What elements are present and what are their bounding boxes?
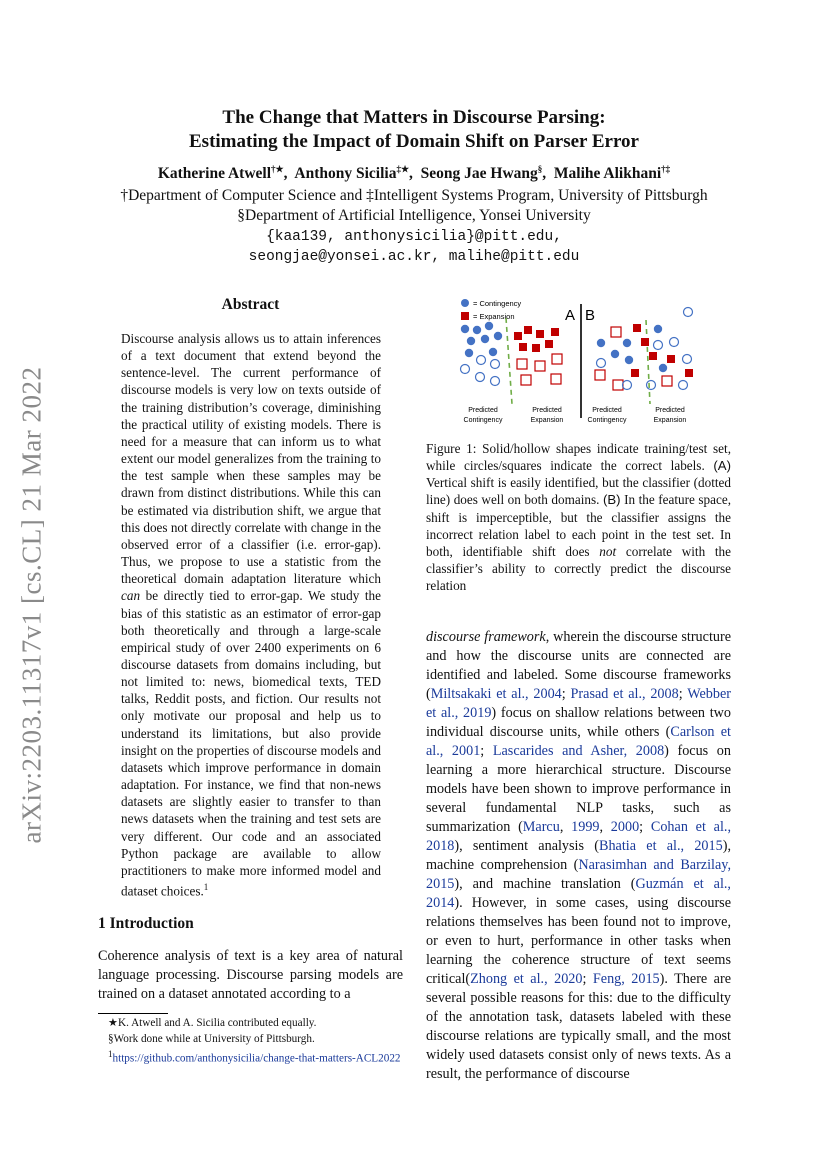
legend-contingency-label: = Contingency xyxy=(473,299,522,308)
abstract-emphasis: can xyxy=(121,588,141,604)
axis-label-predicted: Predicted xyxy=(468,407,498,414)
caption-part: In the feature space, shift is imperceptible, but the classifier assigns the incorrect relation label to each point in the test set. In both, identifiable shift does xyxy=(426,492,731,559)
caption-panel-a-ref: (A) xyxy=(713,458,731,474)
test-expansion-point xyxy=(535,361,545,371)
emails-line-2: seongjae@yonsei.ac.kr, malihe@pitt.edu xyxy=(248,249,580,265)
abstract-heading: Abstract xyxy=(221,296,280,313)
test-expansion-point xyxy=(662,376,672,386)
test-expansion-point xyxy=(613,380,623,390)
citation-link[interactable]: Cohan et al., 2018 xyxy=(426,819,731,854)
citation-link[interactable]: Narasimhan and Barzilay, 2015 xyxy=(426,857,731,892)
arxiv-identifier: arXiv:2203.11317v1 [cs.CL] 21 Mar 2022 xyxy=(16,366,47,844)
caption-part: correlate with the classifier’s ability to correctly predict the discourse relation xyxy=(426,543,731,594)
train-expansion-point xyxy=(536,330,544,338)
train-contingency-point xyxy=(611,350,619,358)
footnote-divider xyxy=(98,1013,168,1014)
citation-link[interactable]: 2000 xyxy=(610,819,640,835)
test-contingency-point xyxy=(670,338,679,347)
citation-link[interactable]: Feng, 2015 xyxy=(592,971,660,987)
train-contingency-point xyxy=(597,339,605,347)
train-contingency-point xyxy=(473,326,481,334)
train-expansion-point xyxy=(514,332,522,340)
author-marks: †‡ xyxy=(661,164,671,174)
author-marks: § xyxy=(537,164,543,174)
train-contingency-point xyxy=(489,348,497,356)
panel-b xyxy=(588,308,693,425)
affiliation-yonsei: §Department of Artificial Intelligence, Yonsei University xyxy=(237,207,591,224)
train-contingency-point xyxy=(481,335,489,343)
title-line-1: The Change that Matters in Discourse Parsing: xyxy=(222,107,606,128)
train-expansion-point xyxy=(631,369,639,377)
body-text: ). However, in some cases, using discourse relations themselves has been found not to improve, or even to hurt, performance in other tasks when learning the coherence structure of text seems critical( xyxy=(426,895,731,987)
axis-label-predicted: Predicted xyxy=(655,407,685,414)
train-contingency-point xyxy=(625,356,633,364)
figure-1 xyxy=(455,296,715,428)
body-text: , wherein the discourse structure and how the discourse units are connected are identified and labeled. Some discourse frameworks ( xyxy=(426,629,732,702)
train-expansion-point xyxy=(685,369,693,377)
author-marks: †★ xyxy=(271,164,284,174)
body-text: ) focus on shallow relations between two individual discourse units, while others ( xyxy=(426,705,731,740)
abstract-part-2: be directly tied to error-gap. We study the bias of this statistic as an estimator of error-gap both theoretically and through a large-scale empirical study of over 2400 experiments on 6 discourse datasets from domains including, but not limited to: news, biomedical texts, TED talks, Reddit posts, and fiction. Our results not only motivate our proposal and help us to understand its limitations, but also provide insight on the properties of discourse models and datasets which improve performance in domain adaptation. For instance, we find that non-news datasets are slightly easier to transfer to than news datasets when the training and test sets are very different. Our code and an associated Python package are available to allow practitioners to make more informed model and dataset choices. xyxy=(121,588,381,899)
author-name: Katherine Atwell xyxy=(157,165,272,183)
train-contingency-point xyxy=(461,325,469,333)
citation-link[interactable]: Bhatia et al., 2015 xyxy=(598,838,723,854)
body-text: ), and machine translation ( xyxy=(454,876,636,892)
test-contingency-point xyxy=(654,341,663,350)
test-contingency-point xyxy=(491,360,500,369)
axis-label-contingency: Contingency xyxy=(463,417,503,424)
citation-link[interactable]: Lascarides and Asher, 2008 xyxy=(492,743,665,759)
classifier-boundary-b xyxy=(646,320,650,404)
body-text: ), machine comprehension ( xyxy=(426,838,731,873)
test-contingency-point xyxy=(597,359,606,368)
test-expansion-point xyxy=(611,327,621,337)
train-expansion-point xyxy=(667,355,675,363)
body-text: ), sentiment analysis ( xyxy=(454,838,599,854)
caption-panel-b-ref: (B) xyxy=(602,492,621,508)
test-contingency-point xyxy=(683,355,692,364)
axis-label-predicted: Predicted xyxy=(592,407,622,414)
citation-link[interactable]: Miltsakaki et al., 2004 xyxy=(430,686,562,702)
train-expansion-point xyxy=(633,324,641,332)
train-contingency-point xyxy=(659,364,667,372)
axis-label-contingency: Contingency xyxy=(587,417,627,424)
author-list: Katherine Atwell†★, Anthony Sicilia‡★, Seong Jae Hwang§, Malihe Alikhani†‡ xyxy=(157,164,671,183)
body-text: ). There are several possible reasons for this: due to the difficulty of the annotation task, datasets labeled with these discourse relations are typically small, and the most widely used datasets consist only of news texts. As a result, the performance of discourse xyxy=(426,971,731,1082)
citation-link[interactable]: 1999 xyxy=(571,819,600,835)
train-contingency-point xyxy=(485,322,493,330)
test-expansion-point xyxy=(551,374,561,384)
abstract-part-1: Discourse analysis allows us to attain inferences of a text document that extend beyond the sentence-level. The current performance of discourse models is very low on texts outside of the training distribution’s coverage, diminishing the practical utility of existing models. There is need for a measure that can inform us to what extent our model generalizes from the training to the test sample when these samples may be drawn from distinct distributions. While this can be estimated via distribution shift, we argue that this does not directly correlate with change in the observed error of a classifier (i.e. error-gap). Thus, we propose to use a statistic from the theoretical domain adaptation literature which xyxy=(121,331,382,587)
author-name: Malihe Alikhani xyxy=(553,165,662,183)
abstract-text xyxy=(121,330,381,900)
test-contingency-point xyxy=(647,381,656,390)
code-repository-link[interactable]: https://github.com/anthonysicilia/change-that-matters-ACL2022 xyxy=(112,1052,401,1065)
footnote-mark: 1 xyxy=(108,1049,113,1059)
test-contingency-point xyxy=(684,308,693,317)
panel-a xyxy=(461,318,564,424)
train-expansion-point xyxy=(524,326,532,334)
train-contingency-point xyxy=(467,337,475,345)
train-expansion-point xyxy=(551,328,559,336)
train-contingency-point xyxy=(654,325,662,333)
title-line-2: Estimating the Impact of Domain Shift on Parser Error xyxy=(189,131,639,152)
section-heading-introduction: 1 Introduction xyxy=(98,915,194,932)
arxiv-sidebar xyxy=(12,350,52,860)
author-marks: ‡★ xyxy=(396,164,410,174)
author-name: Anthony Sicilia xyxy=(294,165,397,183)
test-contingency-point xyxy=(461,365,470,374)
body-text: ) focus on learning a more hierarchical structure. Discourse models have been shown to improve performance in several fundamental NLP tasks, such as summarization ( xyxy=(426,743,731,835)
train-expansion-point xyxy=(545,340,553,348)
panel-a-label: A xyxy=(565,307,576,324)
test-expansion-point xyxy=(517,359,527,369)
caption-part: Vertical shift is easily identified, but the classifier (dotted line) does well on both domains. xyxy=(426,475,731,508)
axis-label-expansion: Expansion xyxy=(530,417,564,424)
legend-contingency-marker xyxy=(461,299,469,307)
footnotes xyxy=(98,1016,403,1067)
test-expansion-point xyxy=(552,354,562,364)
test-contingency-point xyxy=(477,356,486,365)
footnote-equal-contribution: ★K. Atwell and A. Sicilia contributed equally. xyxy=(108,1017,317,1029)
test-expansion-point xyxy=(595,370,605,380)
axis-label-predicted: Predicted xyxy=(532,407,562,414)
test-contingency-point xyxy=(623,381,632,390)
footnote-pitt: §Work done while at University of Pittsburgh. xyxy=(108,1032,315,1045)
train-contingency-point xyxy=(494,332,502,340)
test-contingency-point xyxy=(491,377,500,386)
train-expansion-point xyxy=(641,338,649,346)
footnote-ref[interactable]: 1 xyxy=(203,882,209,892)
citation-link[interactable]: Webber et al., 2019 xyxy=(426,686,731,721)
citation-link[interactable]: Guzmán et al., 2014 xyxy=(426,876,731,911)
train-expansion-point xyxy=(519,343,527,351)
paper-title xyxy=(80,106,748,154)
classifier-boundary-a xyxy=(506,318,512,404)
right-column-paragraph: discourse framework, wherein the discourse structure and how the discourse units are connected are identified and labeled. Some discourse frameworks (Miltsakaki et al., 2004; Prasad et al., 2008; Webber et al., 2019) focus on shallow relations between two individual discourse units, while others (Carlson et al., 2001; Lascarides and Asher, 2008) focus on learning a more hierarchical structure. Discourse models have been shown to improve performance in several fundamental NLP tasks, such as summarization (Marcu, 1999, 2000; Cohan et al., 2018), sentiment analysis (Bhatia et al., 2015), machine comprehension (Narasimhan and Barzilay, 2015), and machine translation (Guzmán et al., 2014). However, in some cases, using discourse relations themselves has been found not to improve, or even to hurt, performance in other tasks when learning the coherence structure of text seems critical(Zhong et al., 2020; Feng, 2015). There are several possible reasons for this: due to the difficulty of the annotation task, datasets labeled with these discourse relations are typically small, and the most widely used datasets consist only of news texts. As a result, the performance of discourse xyxy=(426,629,732,1082)
footnote-code-link xyxy=(98,1047,403,1067)
caption-emphasis: not xyxy=(599,543,617,559)
figure-1-caption xyxy=(426,440,731,594)
legend-expansion-label: = Expansion xyxy=(473,312,515,321)
citation-link[interactable]: Marcu xyxy=(522,819,560,835)
citation-link[interactable]: Carlson et al., 2001 xyxy=(426,724,731,759)
emphasis-term: discourse framework xyxy=(426,629,546,645)
test-contingency-point xyxy=(679,381,688,390)
test-contingency-point xyxy=(476,373,485,382)
train-contingency-point xyxy=(623,339,631,347)
citation-link[interactable]: Prasad et al., 2008 xyxy=(570,686,679,702)
emails-line-1: {kaa139, anthonysicilia}@pitt.edu, xyxy=(266,229,562,245)
train-expansion-point xyxy=(532,344,540,352)
author-name: Seong Jae Hwang xyxy=(420,165,538,183)
test-expansion-point xyxy=(521,375,531,385)
citation-link[interactable]: Zhong et al., 2020 xyxy=(470,971,583,987)
intro-paragraph: Coherence analysis of text is a key area of natural language processing. Discourse parsing models are trained on a dataset annotated according to a xyxy=(98,948,403,1002)
axis-label-expansion: Expansion xyxy=(653,417,687,424)
caption-part: Figure 1: Solid/hollow shapes indicate training/test set, while circles/squares indicate the correct labels. xyxy=(426,441,731,474)
train-contingency-point xyxy=(465,349,473,357)
affiliation-pitt: †Department of Computer Science and ‡Intelligent Systems Program, University of Pittsburgh xyxy=(120,187,708,204)
legend-expansion-marker xyxy=(461,312,469,320)
panel-b-label: B xyxy=(585,307,596,324)
train-expansion-point xyxy=(649,352,657,360)
